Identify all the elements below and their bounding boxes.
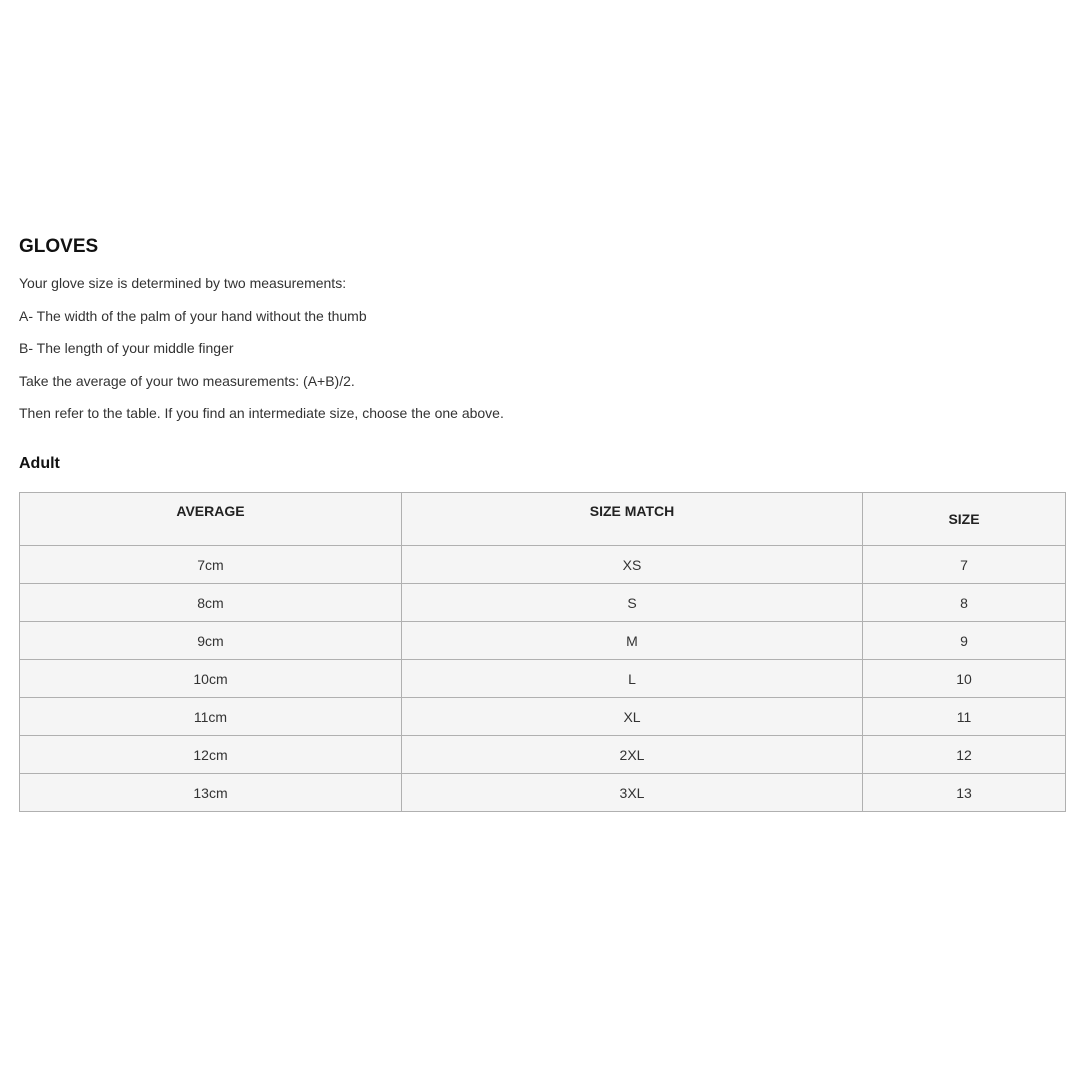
cell-size-match: XL	[402, 698, 863, 736]
cell-size-match: S	[402, 584, 863, 622]
cell-size-match: XS	[402, 546, 863, 584]
cell-size-match: 3XL	[402, 774, 863, 812]
cell-average: 11cm	[20, 698, 402, 736]
size-table	[19, 492, 1066, 812]
cell-average: 13cm	[20, 774, 402, 812]
cell-average: 8cm	[20, 584, 402, 622]
cell-size: 13	[863, 774, 1066, 812]
table-row	[20, 774, 1066, 812]
instruction-line: B- The length of your middle finger	[19, 340, 234, 356]
table-row	[20, 584, 1066, 622]
cell-size: 10	[863, 660, 1066, 698]
cell-size: 11	[863, 698, 1066, 736]
column-header-average: AVERAGE	[20, 493, 402, 546]
cell-size: 9	[863, 622, 1066, 660]
cell-size-match: 2XL	[402, 736, 863, 774]
cell-size: 8	[863, 584, 1066, 622]
page-title: GLOVES	[19, 236, 99, 257]
cell-size-match: L	[402, 660, 863, 698]
table-row	[20, 546, 1066, 584]
instruction-line: Your glove size is determined by two measurements:	[19, 275, 347, 291]
cell-average: 12cm	[20, 736, 402, 774]
table-row	[20, 660, 1066, 698]
instructions	[19, 275, 1065, 421]
column-header-size-match: SIZE MATCH	[402, 493, 863, 546]
instruction-line: A- The width of the palm of your hand without the thumb	[19, 307, 367, 324]
cell-average: 10cm	[20, 660, 402, 698]
table-row	[20, 736, 1066, 774]
table-header-row	[20, 493, 1066, 546]
column-header-size: SIZE	[863, 493, 1066, 546]
section-title-adult: Adult	[19, 455, 60, 472]
cell-average: 7cm	[20, 546, 402, 584]
cell-average: 9cm	[20, 622, 402, 660]
cell-size: 7	[863, 546, 1066, 584]
cell-size: 12	[863, 736, 1066, 774]
cell-size-match: M	[402, 622, 863, 660]
size-guide-content	[19, 233, 1065, 812]
table-row	[20, 698, 1066, 736]
table-row	[20, 622, 1066, 660]
instruction-line: Take the average of your two measurements: (A+B)/2.	[19, 372, 355, 389]
instruction-line: Then refer to the table. If you find an intermediate size, choose the one above.	[19, 405, 504, 421]
